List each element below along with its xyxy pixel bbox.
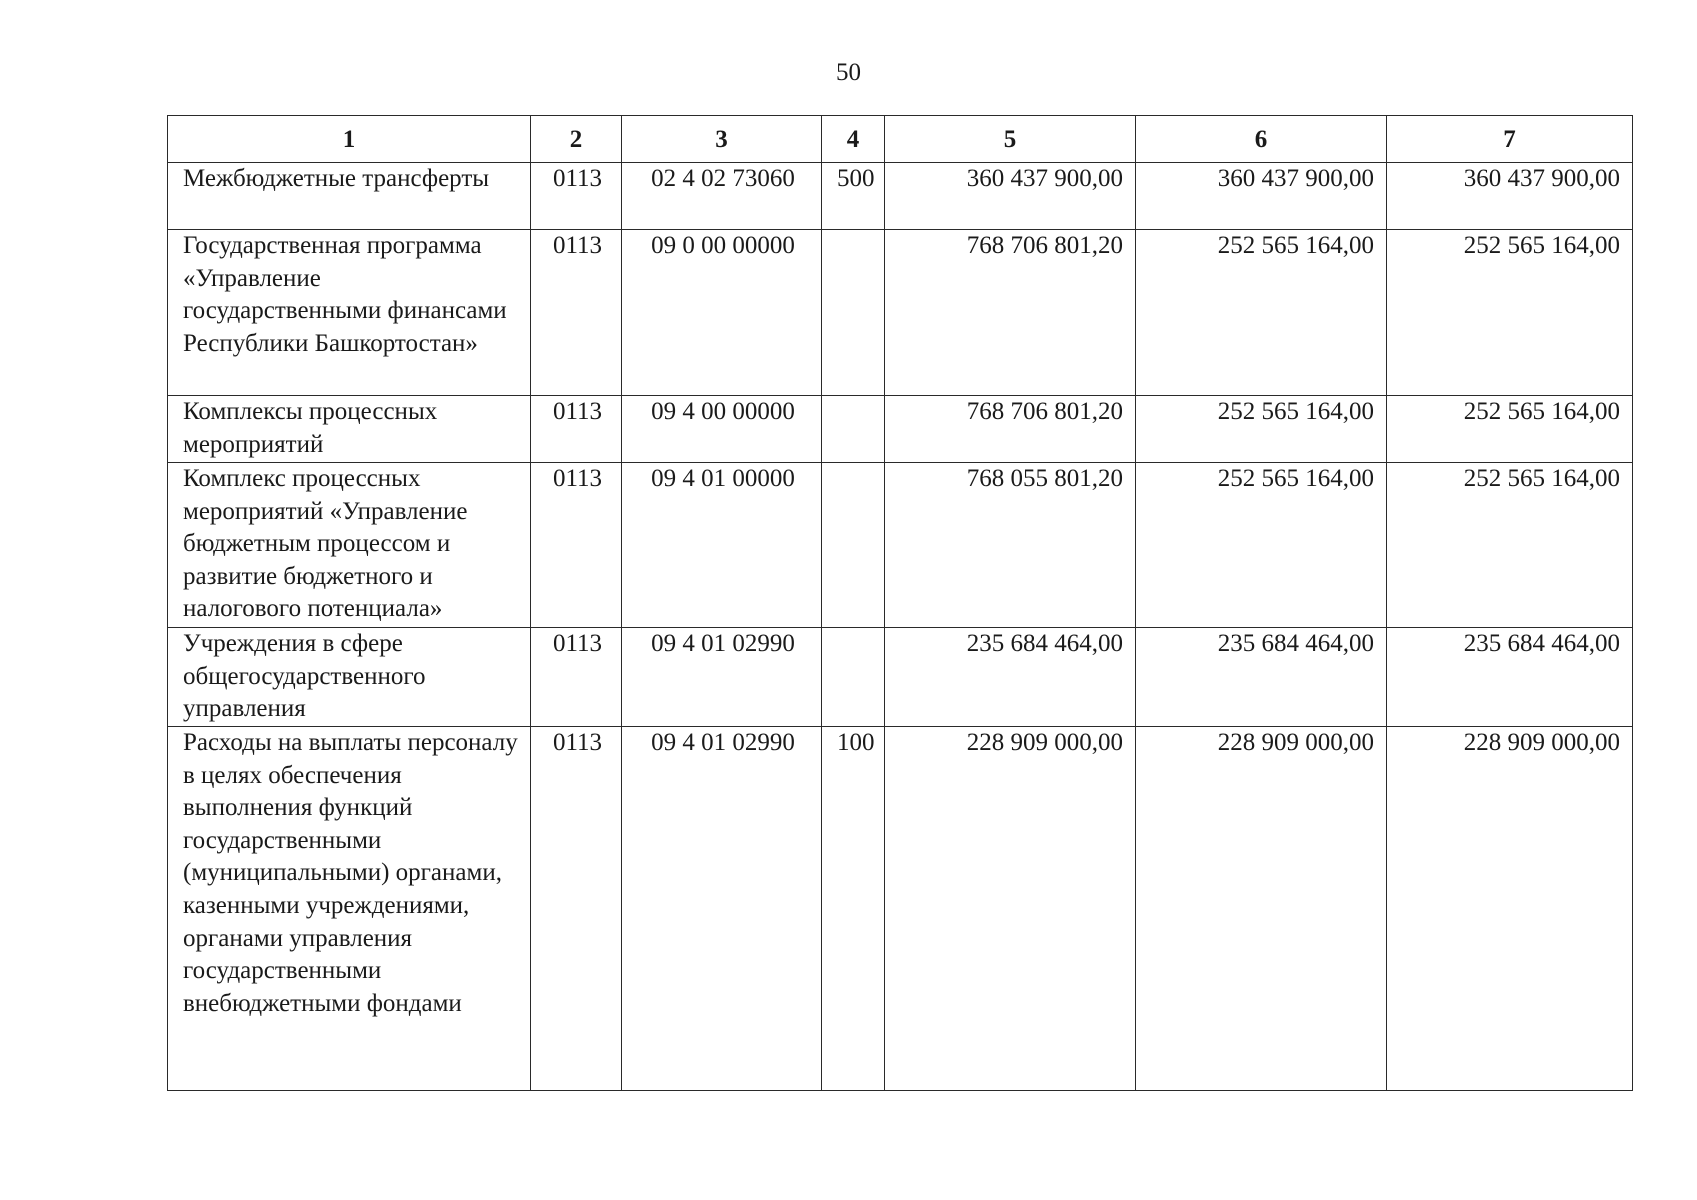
row-value-5: 768 055 801,20 (885, 463, 1136, 628)
row-name: Государственная программа «Управление государственными финансами Республики Башкортостан» (168, 230, 531, 396)
row-value-5: 235 684 464,00 (885, 628, 1136, 727)
row-value-7: 252 565 164,00 (1387, 230, 1633, 396)
row-value-6: 252 565 164,00 (1136, 463, 1387, 628)
header-col-6: 6 (1136, 116, 1387, 163)
row-value-5: 768 706 801,20 (885, 230, 1136, 396)
table-row (168, 163, 1633, 230)
row-target-code: 09 4 00 00000 (622, 396, 822, 463)
table-row (168, 463, 1633, 628)
row-value-7: 235 684 464,00 (1387, 628, 1633, 727)
row-value-6: 228 909 000,00 (1136, 727, 1387, 1091)
row-section-code: 0113 (531, 463, 622, 628)
row-target-code: 09 4 01 00000 (622, 463, 822, 628)
row-value-7: 360 437 900,00 (1387, 163, 1633, 230)
row-target-code: 09 4 01 02990 (622, 628, 822, 727)
row-expense-type (822, 230, 885, 396)
row-value-7: 252 565 164,00 (1387, 396, 1633, 463)
header-col-1: 1 (168, 116, 531, 163)
page-number: 50 (836, 59, 861, 86)
row-target-code: 02 4 02 73060 (622, 163, 822, 230)
row-value-6: 235 684 464,00 (1136, 628, 1387, 727)
header-col-5: 5 (885, 116, 1136, 163)
header-col-7: 7 (1387, 116, 1633, 163)
row-target-code: 09 0 00 00000 (622, 230, 822, 396)
row-target-code: 09 4 01 02990 (622, 727, 822, 1091)
header-row (168, 116, 1633, 163)
table-row (168, 628, 1633, 727)
row-value-6: 252 565 164,00 (1136, 396, 1387, 463)
header-col-2: 2 (531, 116, 622, 163)
row-name: Комплекс процессных мероприятий «Управление бюджетным процессом и развитие бюджетного и налогового потенциала» (168, 463, 531, 628)
row-value-5: 360 437 900,00 (885, 163, 1136, 230)
row-expense-type (822, 396, 885, 463)
row-name: Межбюджетные трансферты (168, 163, 531, 230)
header-col-3: 3 (622, 116, 822, 163)
row-expense-type (822, 463, 885, 628)
table-row (168, 396, 1633, 463)
row-section-code: 0113 (531, 163, 622, 230)
row-expense-type: 100 (822, 727, 885, 1091)
row-value-5: 228 909 000,00 (885, 727, 1136, 1091)
row-value-7: 252 565 164,00 (1387, 463, 1633, 628)
row-section-code: 0113 (531, 628, 622, 727)
row-value-7: 228 909 000,00 (1387, 727, 1633, 1091)
row-value-6: 252 565 164,00 (1136, 230, 1387, 396)
row-section-code: 0113 (531, 230, 622, 396)
row-expense-type (822, 628, 885, 727)
table-row (168, 727, 1633, 1091)
header-col-4: 4 (822, 116, 885, 163)
budget-table (167, 115, 1633, 1091)
row-name: Расходы на выплаты персоналу в целях обеспечения выполнения функций государственными (муниципальными) органами, казенными учреждениями, органами управления государственными внебюджетными фондами (168, 727, 531, 1091)
row-section-code: 0113 (531, 396, 622, 463)
row-value-6: 360 437 900,00 (1136, 163, 1387, 230)
table-row (168, 230, 1633, 396)
row-section-code: 0113 (531, 727, 622, 1091)
row-value-5: 768 706 801,20 (885, 396, 1136, 463)
row-expense-type: 500 (822, 163, 885, 230)
row-name: Комплексы процессных мероприятий (168, 396, 531, 463)
row-name: Учреждения в сфере общегосударственного управления (168, 628, 531, 727)
